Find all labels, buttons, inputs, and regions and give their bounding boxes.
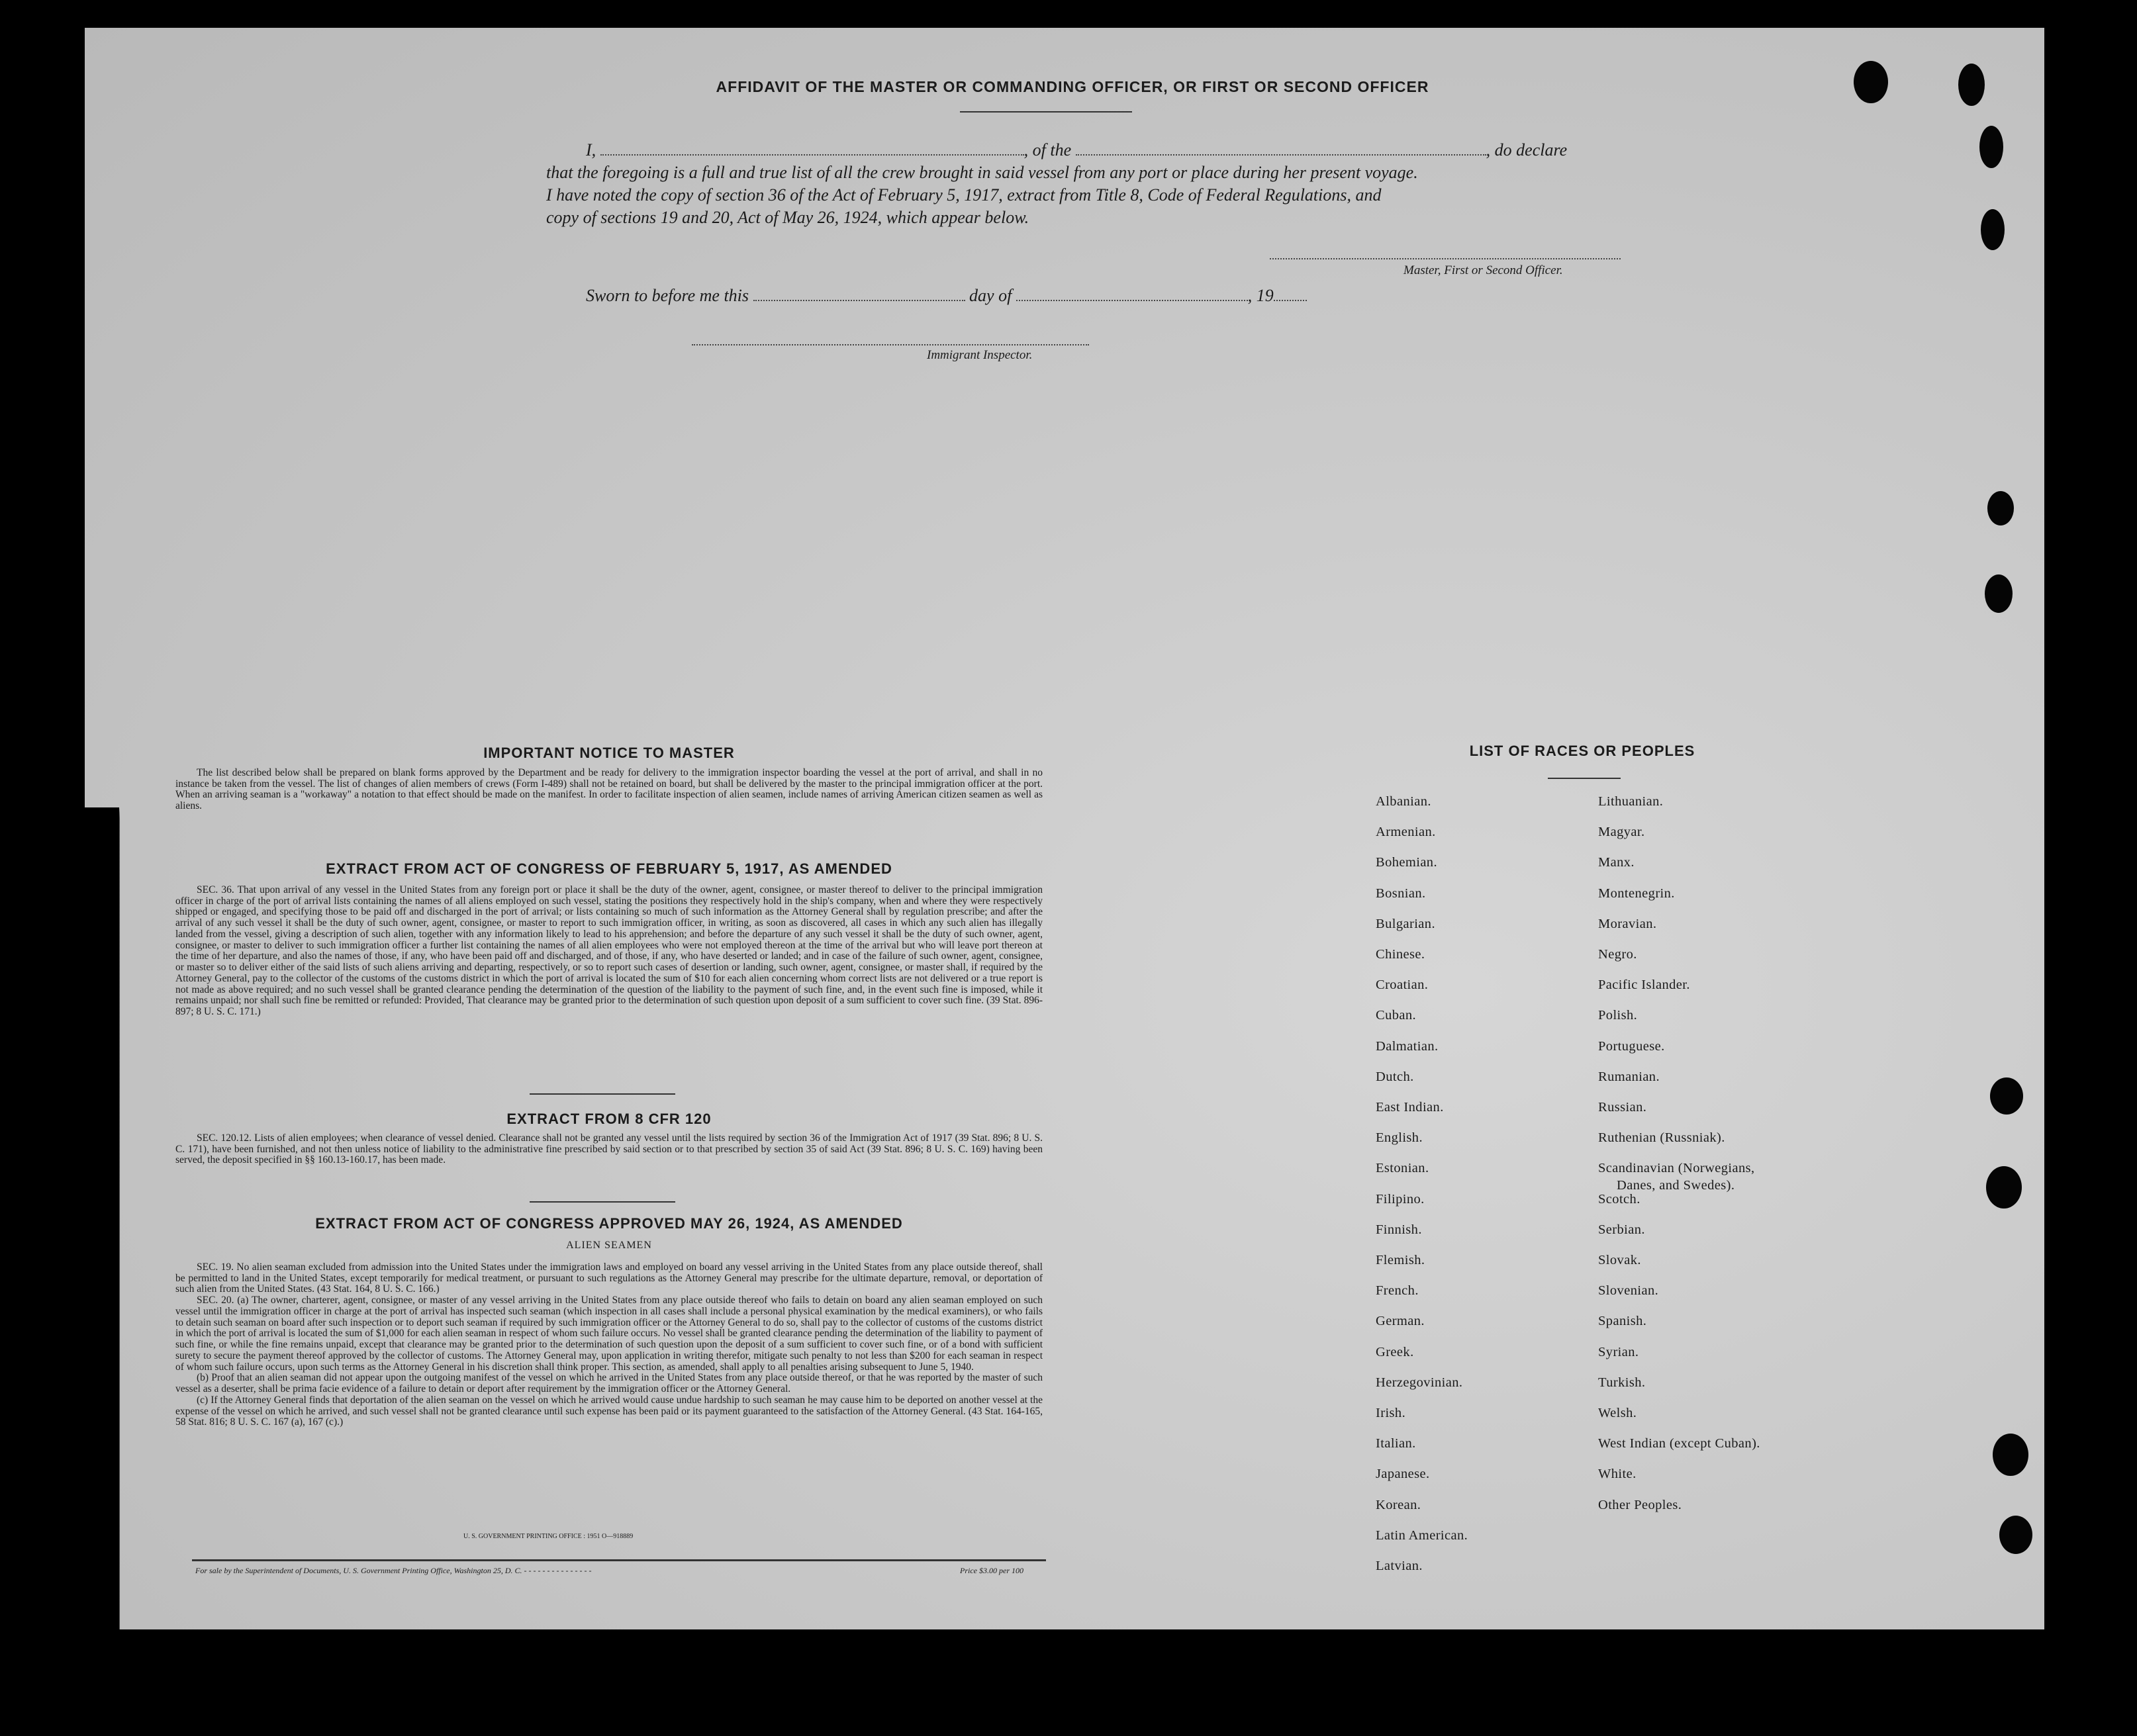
section-rule: [530, 1093, 675, 1095]
punch-hole: [1993, 1434, 2028, 1476]
race-item: Moravian.: [1598, 916, 1657, 931]
affidavit-title: AFFIDAVIT OF THE MASTER OR COMMANDING OFFICER, OR FIRST OR SECOND OFFICER: [716, 78, 1429, 95]
punch-hole: [1958, 64, 1985, 106]
affidavit-of-the: , of the: [1023, 140, 1072, 160]
alien-seamen-subtitle: ALIEN SEAMEN: [566, 1240, 652, 1251]
printing-office-note: U. S. GOVERNMENT PRINTING OFFICE : 1951 O—918889: [463, 1533, 634, 1540]
sworn-year-blank: [1274, 291, 1307, 301]
race-item: Italian.: [1376, 1436, 1416, 1451]
race-item: Turkish.: [1598, 1375, 1646, 1390]
punch-hole: [1854, 61, 1888, 103]
punch-hole: [1986, 1166, 2022, 1209]
name-blank: [600, 145, 1024, 156]
race-item: Latin American.: [1376, 1528, 1468, 1543]
race-item: Estonian.: [1376, 1161, 1429, 1176]
race-item: Manx.: [1598, 855, 1635, 870]
vessel-blank: [1076, 145, 1486, 156]
sworn-line: [586, 286, 1672, 306]
race-item: Greek.: [1376, 1344, 1414, 1359]
signature-line: [1270, 258, 1621, 259]
race-item: Korean.: [1376, 1497, 1421, 1512]
notice-text: The list described below shall be prepared on blank forms approved by the Department and be ready for delivery to the immigration inspector boarding the vessel at the port of arrival, and shall in no instance be taken from the vessel. The list of changes of alien members of crews (Form I-489) shall not be retained on board, but shall be delivered by the master to the principal immigration officer at the port. When an arriving seaman is a "workaway" a notation to that effect should be made on the manifest. In order to facilitate inspection of alien seamen, include names of arriving American citizen seamen as well as aliens.: [175, 767, 1043, 812]
race-item: Dalmatian.: [1376, 1038, 1439, 1054]
extract-1917-title: EXTRACT FROM ACT OF CONGRESS OF FEBRUARY 5, 1917, AS AMENDED: [326, 860, 892, 877]
race-item: Armenian.: [1376, 825, 1436, 840]
title-rule: [960, 111, 1132, 113]
race-item: Bohemian.: [1376, 855, 1437, 870]
race-item: Rumanian.: [1598, 1069, 1660, 1084]
race-item: Danes, and Swedes).: [1617, 1178, 1735, 1193]
race-item: Slovenian.: [1598, 1283, 1659, 1299]
race-item: Japanese.: [1376, 1467, 1430, 1482]
race-item: Lithuanian.: [1598, 794, 1664, 809]
race-item: German.: [1376, 1314, 1425, 1329]
sworn-day-blank: [753, 291, 965, 301]
affidavit-line-2: that the foregoing is a full and true list of all the crew brought in said vessel from any port or place during her present voyage.: [546, 163, 1418, 182]
extract-1924-title: EXTRACT FROM ACT OF CONGRESS APPROVED MAY 26, 1924, AS AMENDED: [315, 1215, 903, 1232]
race-item: Bosnian.: [1376, 886, 1426, 901]
sworn-year: , 19: [1247, 286, 1274, 305]
punch-hole: [1981, 209, 2005, 250]
signature-caption: Master, First or Second Officer.: [1403, 263, 1563, 277]
race-item: Albanian.: [1376, 794, 1431, 809]
footer-rule: [192, 1559, 1046, 1561]
race-item: Pacific Islander.: [1598, 978, 1690, 993]
race-item: Magyar.: [1598, 825, 1645, 840]
sale-note: For sale by the Superintendent of Documents, U. S. Government Printing Office, Washington 25, D. C. - - - - - - - - - - - - - - -: [195, 1566, 592, 1575]
race-item: Portuguese.: [1598, 1038, 1665, 1054]
affidavit-line-4: copy of sections 19 and 20, Act of May 26, 1924, which appear below.: [546, 208, 1029, 227]
race-item: Dutch.: [1376, 1069, 1414, 1084]
race-item: Ruthenian (Russniak).: [1598, 1130, 1725, 1146]
sworn-day-of: day of: [969, 286, 1012, 305]
race-item: Flemish.: [1376, 1253, 1425, 1267]
race-item: Latvian.: [1376, 1559, 1423, 1573]
race-item: Montenegrin.: [1598, 886, 1675, 901]
extract-cfr-text: SEC. 120.12. Lists of alien employees; when clearance of vessel denied. Clearance shall not be granted any vessel until the lists required by section 36 of the Immigration Act of 1917 (39 Stat. 896; 8 U. S. C. 171), have been furnished, and not then unless notice of liability to the administrative fine prescribed by said section or to that prescribed by section 35 of said Act (39 Stat. 896; 8 U. S. C. 169) having been served, the deposit specified in §§ 160.13-160.17, has been made.: [175, 1132, 1043, 1166]
race-item: White.: [1598, 1467, 1637, 1482]
section-rule: [530, 1201, 675, 1203]
sec-20b: (b) Proof that an alien seaman did not appear upon the outgoing manifest of the vessel on which he arrived in the United States from any place outside thereof, or that he was reported by the master of such vessel as a deserter, shall be prima facie evidence of a failure to detain or deport after requirement by the immigration officer or the Attorney General.: [175, 1372, 1043, 1395]
race-item: Other Peoples.: [1598, 1497, 1682, 1512]
sec-20c: (c) If the Attorney General finds that deportation of the alien seaman on the vessel on which he arrived would cause undue hardship to such seaman he may cause him to be deported on another vessel at the expense of the vessel on which he arrived, and such vessel shall not be granted clearance until such expense has been paid or its payment guaranteed to the satisfaction of the Attorney General. (43 Stat. 164-165, 58 Stat. 816; 8 U. S. C. 167 (a), 167 (c).): [175, 1394, 1043, 1428]
race-item: Cuban.: [1376, 1008, 1417, 1023]
races-title: LIST OF RACES OR PEOPLES: [1469, 743, 1695, 759]
race-item: French.: [1376, 1283, 1419, 1299]
punch-hole: [1979, 126, 2003, 168]
punch-hole: [1999, 1516, 2032, 1554]
race-item: Bulgarian.: [1376, 916, 1435, 931]
sworn-month-blank: [1016, 291, 1248, 301]
race-item: Croatian.: [1376, 978, 1429, 993]
inspector-caption: Immigrant Inspector.: [927, 348, 1033, 362]
extract-cfr-title: EXTRACT FROM 8 CFR 120: [506, 1111, 712, 1127]
sec-19: SEC. 19. No alien seaman excluded from admission into the United States under the immigration laws and employed on board any vessel arriving in the United States from any place outside thereof, shall be permitted to land in the United States, except temporarily for medical treatment, or pursuant to such regulations as the Attorney General may prescribe for the ultimate departure, removal, or deportation of such alien from the United States. (43 Stat. 164, 8 U. S. C. 166.): [175, 1261, 1043, 1295]
races-rule: [1548, 778, 1621, 779]
race-item: Herzegovinian.: [1376, 1375, 1463, 1390]
race-item: West Indian (except Cuban).: [1598, 1436, 1760, 1451]
punch-hole: [1987, 491, 2014, 525]
race-item: Spanish.: [1598, 1314, 1647, 1329]
affidavit-declare: , do declare: [1486, 140, 1568, 160]
affidavit-i: I,: [586, 140, 596, 160]
sec-20a: SEC. 20. (a) The owner, charterer, agent, consignee, or master of any vessel arriving in the United States from any place outside thereof who fails to detain on board any alien seaman employed on such vessel until the immigration officer in charge at the port of arrival has inspected such seaman (which inspection in all cases shall include a personal physical examination by the medical examiners), or who fails to detain such seaman on board after such inspection or to deport such seaman if required by such immigration officer or the Attorney General to do so, shall pay to the collector of customs of the customs district in which the port of arrival is located the sum of $1,000 for each alien seaman in respect of whom such failure occurs. No vessel shall be granted clearance pending the determination of the liability to payment of such fine, or while the fine remains unpaid, except that clearance may be granted prior to the determination of such question upon the deposit of a sum sufficient to cover such fine, or of a bond with sufficient surety to secure the payment thereof approved by the collector of customs. The Attorney General may, upon application in writing therefor, mitigate such penalty to not less than $200 for each seaman in respect of whom such failure occurs, upon such terms as the Attorney General in his discretion shall think proper. This section, as amended, shall apply to all penalties arising subsequent to June 5, 1940.: [175, 1295, 1043, 1373]
race-item: Serbian.: [1598, 1222, 1645, 1237]
race-item: Slovak.: [1598, 1253, 1641, 1267]
race-item: Welsh.: [1598, 1406, 1637, 1420]
race-item: English.: [1376, 1130, 1423, 1146]
race-item: Russian.: [1598, 1100, 1647, 1115]
affidavit-line-3: I have noted the copy of section 36 of the Act of February 5, 1917, extract from Title 8, Code of Federal Regulations, and: [546, 185, 1382, 205]
race-item: Irish.: [1376, 1406, 1406, 1420]
race-item: Filipino.: [1376, 1191, 1425, 1207]
race-item: Scotch.: [1598, 1191, 1640, 1207]
race-item: East Indian.: [1376, 1100, 1444, 1115]
punch-hole: [1990, 1077, 2023, 1115]
race-item: Negro.: [1598, 947, 1637, 962]
punch-hole: [1985, 574, 2013, 613]
race-item: Chinese.: [1376, 947, 1425, 962]
sworn-prefix: Sworn to before me this: [586, 286, 749, 305]
notice-title: IMPORTANT NOTICE TO MASTER: [483, 745, 735, 761]
affidavit-line-1: [546, 140, 1632, 160]
race-item: Scandinavian (Norwegians,: [1598, 1161, 1755, 1176]
extract-1917-text: SEC. 36. That upon arrival of any vessel in the United States from any foreign port or place it shall be the duty of the owner, agent, consignee, or master thereof to deliver to the principal immigration officer in charge of the port of arrival lists containing the names of all aliens employed on such vessel, stating the positions they respectively hold in the ship's company, when and where they were respectively shipped or engaged, and specifying those to be paid off and discharged in the port of arrival; or lists containing so much of such information as the Attorney General shall by regulation prescribe; and after the arrival of any such vessel it shall be the duty of such owner, agent, consignee, or master to report to such immigration officer, in writing, as soon as discovered, all cases in which any such alien has illegally landed from the vessel, giving a description of such alien, together with any information likely to lead to his apprehension; and before the departure of any such vessel it shall be the duty of such owner, agent, consignee, or master to deliver to such immigration officer a further list containing the names of all alien employees who were not employed thereon at the time of the arrival but who will leave port thereon at the time of her departure, and also the names of those, if any, who have been paid off and discharged, and of those, if any, who have deserted or landed; and in case of the failure of such owner, agent, consignee, or master so to deliver either of the said lists of such aliens arriving and departing, respectively, or so to report such cases of desertion or landing, such owner, agent, consignee, or master shall, if required by the Attorney General, pay to the collector of the customs of the customs district in which the port of arrival is located the sum of $10 for each alien concerning whom correct lists are not delivered or a true report is not made as above required; and no such vessel shall be granted clearance pending the determination of the question of the liability to the payment of such fine, and, in the event such fine is imposed, while it remains unpaid; nor shall such fine be remitted or refunded: Provided, That clearance may be granted prior to the determination of such question upon deposit of a sum sufficient to cover such fine. (39 Stat. 896-897; 8 U. S. C. 171.): [175, 884, 1043, 1018]
race-item: Finnish.: [1376, 1222, 1422, 1237]
extract-1924-text: [175, 1262, 1043, 1428]
race-item: Syrian.: [1598, 1344, 1639, 1359]
race-item: Polish.: [1598, 1008, 1638, 1023]
inspector-signature-line: [692, 344, 1089, 345]
price-note: Price $3.00 per 100: [960, 1566, 1023, 1575]
